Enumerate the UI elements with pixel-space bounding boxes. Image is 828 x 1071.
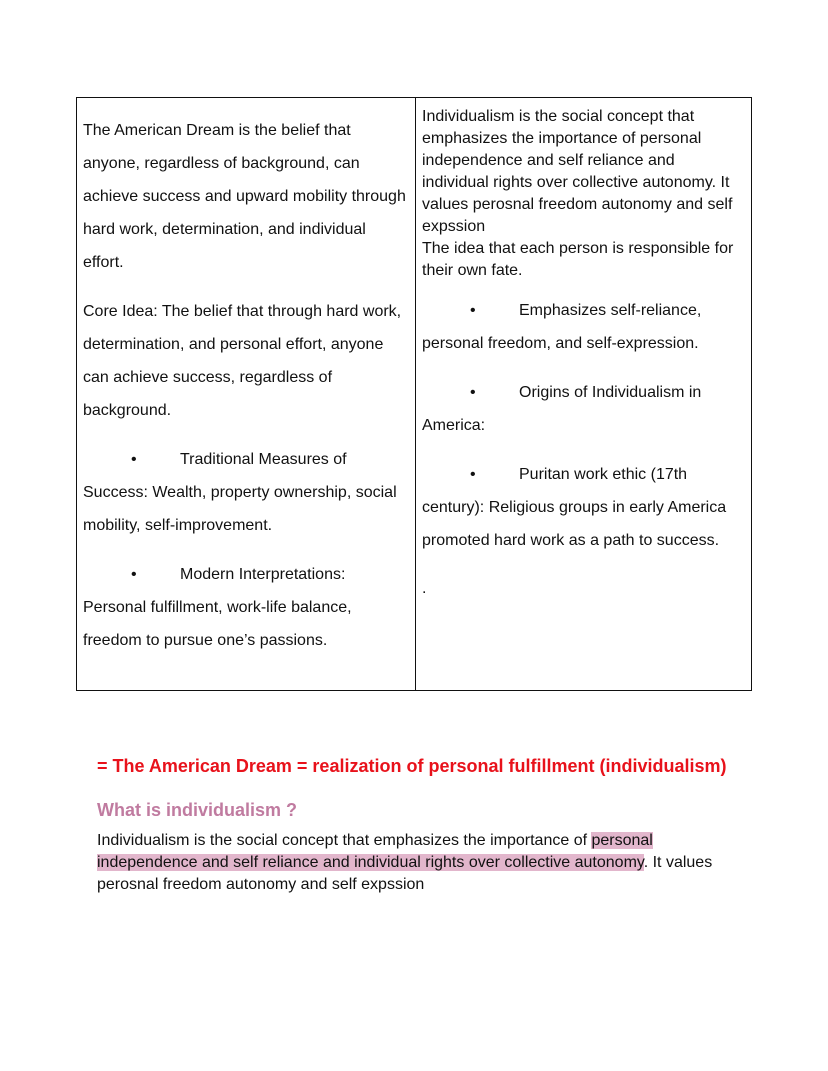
list-item xyxy=(422,458,745,557)
bullet-rest: Personal fulfillment, work-life balance, freedom to pursue one’s passions. xyxy=(83,599,352,649)
paragraph-text-end: . It values perosnal freedom autonomy and self expssion xyxy=(97,854,713,893)
bullet-icon: • xyxy=(470,466,476,483)
list-item xyxy=(422,294,745,360)
core-idea: Core Idea: The belief that through hard work, determination, and personal effort, anyone can achieve success, regardless of background. xyxy=(83,303,402,419)
highlighted-text: personal independence and self reliance and individual rights over collective autonomy xyxy=(97,832,653,871)
bullet-first-line: Origins of Individualism in xyxy=(519,384,702,401)
list-item xyxy=(422,376,745,442)
bullet-rest: century): Religious groups in early America promoted hard work as a path to success. xyxy=(422,499,727,549)
bullet-first-line: Emphasizes self-reliance, xyxy=(519,302,702,319)
responsibility-statement: The idea that each person is responsible for their own fate. xyxy=(422,240,734,279)
list-item xyxy=(83,443,409,542)
notes-table xyxy=(76,97,752,691)
bullet-first-line: Traditional Measures of xyxy=(180,451,347,468)
bullet-icon: • xyxy=(470,384,476,401)
list-item xyxy=(83,558,409,657)
bullet-rest: Success: Wealth, property ownership, social mobility, self-improvement. xyxy=(83,484,397,534)
bullet-first-line: Modern Interpretations: xyxy=(180,566,346,583)
american-dream-cell xyxy=(77,98,416,690)
american-dream-intro: The American Dream is the belief that anyone, regardless of background, can achieve success and upward mobility through hard work, determination, and individual effort. xyxy=(83,122,406,271)
individualism-cell xyxy=(416,98,751,690)
individualism-question-heading: What is individualism ? xyxy=(97,800,298,820)
individualism-paragraph xyxy=(97,830,737,896)
individualism-section xyxy=(97,748,737,896)
trailing-dot: . xyxy=(422,580,427,597)
bullet-rest: America: xyxy=(422,417,486,434)
bullet-rest: personal freedom, and self-expression. xyxy=(422,335,699,352)
bullet-first-line: Puritan work ethic (17th xyxy=(519,466,688,483)
bullet-icon: • xyxy=(131,566,137,583)
bullet-icon: • xyxy=(470,302,476,319)
paragraph-text-start: Individualism is the social concept that emphasizes the importance of xyxy=(97,832,592,849)
bullet-icon: • xyxy=(131,451,137,468)
american-dream-heading: = The American Dream = realization of personal fulfillment (individualism) xyxy=(97,756,727,776)
individualism-definition: Individualism is the social concept that emphasizes the importance of personal independence and self reliance and individual rights over collective autonomy. It values perosnal freedom autonomy and self expssion xyxy=(422,108,733,235)
